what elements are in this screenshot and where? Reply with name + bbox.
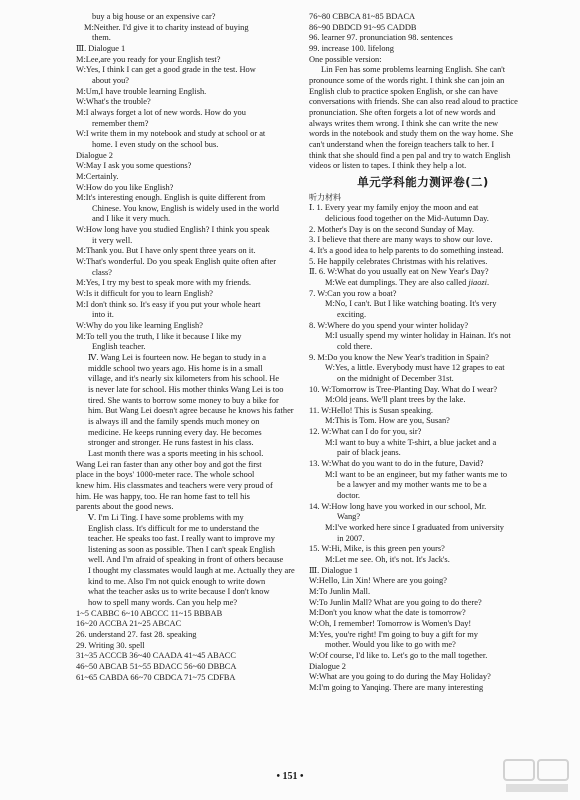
text-line: it very well. bbox=[92, 235, 133, 245]
text-line: 76~80 CBBCA 81~85 BDACA bbox=[309, 12, 416, 21]
text-line: listening as soon as possible. Then I can't speak English bbox=[88, 544, 275, 554]
text-line: exciting. bbox=[337, 309, 367, 319]
text-line: parents about the good news. bbox=[76, 502, 174, 512]
text-line: M:This is Tom. How are you, Susan? bbox=[325, 416, 450, 426]
text-line: M:No, I can't. But I like watching boating. It's very bbox=[325, 299, 497, 309]
text-line: Ⅴ. I'm Li Ting. I have some problems with my bbox=[88, 512, 244, 522]
text-line: middle school two years ago. His home is in a small bbox=[88, 363, 263, 373]
text-line: place in the boys' 1000-meter race. The whole school bbox=[76, 470, 255, 480]
text-line: M:I've worked here since I graduated from university bbox=[325, 523, 504, 533]
right-column bbox=[309, 12, 537, 694]
text-line: Ⅱ. 6. W:What do you usually eat on New Year's Day? bbox=[309, 267, 489, 277]
text-line: Chinese. You know, English is widely used in the world bbox=[92, 203, 279, 213]
text-line: Last month there was a sports meeting in his school. bbox=[88, 448, 264, 458]
listening-transcript bbox=[309, 203, 537, 693]
text-line: 29. Writing 30. spell bbox=[76, 640, 145, 650]
text-line: Ⅲ. Dialogue 1 bbox=[76, 43, 126, 53]
text-line: medicine. He keeps running every day. He becomes bbox=[88, 427, 262, 437]
text-line: is never late for school. His mother thinks Wang Lei is too bbox=[88, 384, 284, 394]
text-line: W:Hello, Lin Xin! Where are you going? bbox=[309, 576, 447, 586]
text-line: 61~65 CABDA 66~70 CBDCA 71~75 CDFBA bbox=[76, 672, 236, 682]
text-line: 86~90 DBDCD 91~95 CADDB bbox=[309, 22, 417, 32]
text-line: M:I usually spend my winter holiday in Hainan. It's not bbox=[325, 331, 511, 341]
text-line: W:What are you going to do during the May Holiday? bbox=[309, 672, 491, 682]
text-line: 4. It's a good idea to help parents to do something instead. bbox=[309, 245, 504, 255]
text-line: One possible version: bbox=[309, 54, 382, 64]
text-line: M:Don't you know what the date is tomorrow? bbox=[309, 608, 466, 618]
text-line: be a lawyer and my mother wants me to be a bbox=[337, 480, 487, 490]
text-line: doctor. bbox=[337, 491, 361, 501]
watermark-logo bbox=[502, 756, 572, 796]
text-line: W:Yes, I think I can get a good grade in the test. How bbox=[76, 65, 256, 75]
text-line: 9. M:Do you know the New Year's tradition in Spain? bbox=[309, 352, 489, 362]
text-line: W:Oh, I remember! Tomorrow is Women's Day! bbox=[309, 618, 472, 628]
text-line: 15. W:Hi, Mike, is this green pen yours? bbox=[309, 544, 445, 554]
text-line: W:Why do you like learning English? bbox=[76, 321, 203, 331]
text-line: W:That's wonderful. Do you speak English quite often after bbox=[76, 257, 277, 267]
text-line: Wang Lei ran faster than any other boy and got the first bbox=[76, 459, 262, 469]
text-line: 3. I believe that there are many ways to show our love. bbox=[309, 235, 493, 245]
text-line: words in the notebook and study them on the way home. She bbox=[309, 129, 514, 139]
text-line: them. bbox=[92, 33, 111, 43]
text-line: 16~20 ACCBA 21~25 ABCAC bbox=[76, 619, 182, 629]
text-line: 13. W:What do you want to do in the future, David? bbox=[309, 459, 484, 469]
text-line: remember them? bbox=[92, 118, 149, 128]
text-line: him. But Wang Lei doesn't agree because he knows his father bbox=[88, 406, 294, 416]
text-line: Dialogue 2 bbox=[309, 661, 346, 671]
text-line: 1~5 CABBC 6~10 ABCCC 11~15 BBBAB bbox=[76, 608, 223, 618]
text-line: M:Neither. I'd give it to charity instead of buying bbox=[84, 22, 249, 32]
italic-term: jiaozi bbox=[468, 277, 487, 287]
text-line: 11. W:Hello! This is Susan speaking. bbox=[309, 405, 433, 415]
text-line: English class. It's difficult for me to understand the bbox=[88, 523, 259, 533]
text-line: Ⅲ. Dialogue 1 bbox=[309, 565, 359, 575]
text-line: W:How long have you studied English? I think you speak bbox=[76, 225, 270, 235]
text-line: M:To tell you the truth, I like it because I like my bbox=[76, 331, 242, 341]
text-line: on the midnight of December 31st. bbox=[337, 373, 454, 383]
text-line: W:How do you like English? bbox=[76, 182, 174, 192]
text-line: is always ill and the family spends much money on bbox=[88, 416, 260, 426]
text-line: M:I want to buy a white T-shirt, a blue jacket and a bbox=[325, 437, 497, 447]
text-line: cold there. bbox=[337, 341, 373, 351]
text-line: 10. W:Tomorrow is Tree-Planting Day. What do I wear? bbox=[309, 384, 498, 394]
text-line: M:Old jeans. We'll plant trees by the lake. bbox=[325, 395, 466, 405]
text-line: pair of black jeans. bbox=[337, 448, 401, 458]
text-line: M:Let me see. Oh, it's not. It's Jack's. bbox=[325, 555, 450, 564]
text-line: tired. She wants to borrow some money to buy a bike for bbox=[88, 395, 279, 405]
text-line: 31~35 ACCCB 36~40 CAADA 41~45 ABACC bbox=[76, 651, 236, 661]
text-line: Ⅳ. Wang Lei is fourteen now. He began to study in a bbox=[88, 353, 266, 362]
text-line: M:Um,I have trouble learning English. bbox=[76, 86, 207, 96]
text-line: stronger and stronger. He runs fastest in his class. bbox=[88, 438, 254, 448]
text-line: 12. W:What can I do for you, sir? bbox=[309, 427, 422, 437]
text-line: W:Of course, I'd like to. Let's go to the mall together. bbox=[309, 650, 488, 660]
text-line: buy a big house or an expensive car? bbox=[92, 12, 216, 21]
text-line: delicious food together on the Mid-Autumn Day. bbox=[325, 214, 489, 223]
text-line: M:Yes, you're right! I'm going to buy a gift for my bbox=[309, 629, 478, 639]
text-line: think that she should find a pen pal and try to watch English bbox=[309, 150, 511, 160]
text-line: 46~50 ABCAB 51~55 BDACC 56~60 DBBCA bbox=[76, 662, 237, 672]
text-line: M:I always forget a lot of new words. How do you bbox=[76, 107, 246, 117]
text-line: W:May I ask you some questions? bbox=[76, 161, 192, 171]
listening-material-heading: 听力材料 bbox=[309, 192, 341, 202]
section-title: 单元学科能力测评卷(二) bbox=[357, 174, 489, 189]
text-line: M:It's interesting enough. English is quite different from bbox=[76, 193, 266, 203]
text-line: 14. W:How long have you worked in our school, Mr. bbox=[309, 501, 487, 511]
text-line: kind to me. Also I'm not quick enough to write down bbox=[88, 576, 266, 586]
text-line: Ⅰ. 1. Every year my family enjoy the moon and eat bbox=[309, 203, 479, 213]
text-line: Lin Fen has some problems learning English. She can't bbox=[321, 65, 506, 75]
text-line: 8. W:Where do you spend your winter holiday? bbox=[309, 320, 469, 330]
text-line: M:Certainly. bbox=[76, 171, 119, 181]
text-line: home. I even study on the school bus. bbox=[92, 139, 219, 149]
text-line: W:To Junlin Mall? What are you going to do there? bbox=[309, 597, 482, 607]
text-line: village, and it's nearly six kilometers from his school. He bbox=[88, 374, 280, 384]
text-line: into it. bbox=[92, 310, 114, 320]
text-line: 2. Mother's Day is on the second Sunday of May. bbox=[309, 224, 474, 234]
page-number: • 151 • bbox=[276, 771, 304, 782]
text-line: well. And I'm afraid of speaking in front of others because bbox=[88, 555, 284, 565]
left-column bbox=[76, 12, 308, 683]
text-line: English teacher. bbox=[92, 342, 146, 352]
text-line: him. He was happy, too. He ran home fast to tell his bbox=[76, 491, 250, 501]
text-line: pronounce some of the words right. I think she can join an bbox=[309, 75, 505, 85]
text-line: and I like it very much. bbox=[92, 214, 171, 224]
text-line: M:To Junlin Mall. bbox=[309, 586, 371, 596]
text-line: W:I write them in my notebook and study at school or at bbox=[76, 129, 266, 139]
text-line: 7. W:Can you row a boat? bbox=[309, 288, 397, 298]
text-line: W:Is it difficult for you to learn English? bbox=[76, 289, 213, 299]
text-line: 5. He happily celebrates Christmas with his relatives. bbox=[309, 256, 488, 266]
text-line: knew him. His classmates and teachers were very proud of bbox=[76, 480, 273, 490]
text-line: M:I'm going to Yanqing. There are many interesting bbox=[309, 682, 484, 692]
text-line: 96. learner 97. pronunciation 98. sentences bbox=[309, 33, 453, 43]
text-line: can't understand when the foreign teachers talk to her. I bbox=[309, 139, 495, 149]
text-line: W:What's the trouble? bbox=[76, 97, 151, 107]
text-line: Dialogue 2 bbox=[76, 150, 113, 160]
text-line: M:Thank you. But I have only spent three years on it. bbox=[76, 246, 256, 256]
text-line: class? bbox=[92, 267, 112, 277]
answer-key-and-essay bbox=[309, 12, 537, 172]
text-line: English club to practice spoken English, or she can have bbox=[309, 86, 498, 96]
text-line: W:Yes, a little. Everybody must have 12 grapes to eat bbox=[325, 363, 505, 373]
text-line: conversations with friends. She can also read aloud to practice bbox=[309, 97, 518, 107]
text-line: what the teacher asks us to write because I don't know bbox=[88, 587, 270, 597]
text-line: M:I don't think so. It's easy if you put your whole heart bbox=[76, 299, 261, 309]
text-line: 99. increase 100. lifelong bbox=[309, 43, 394, 53]
text-line: always writes them wrong. I think she can write the new bbox=[309, 118, 499, 128]
text-line: mother. Would you like to go with me? bbox=[325, 640, 456, 650]
text-line: M:I want to be an engineer, but my father wants me to bbox=[325, 469, 508, 479]
text-line: M:Yes, I try my best to speak more with my friends. bbox=[76, 278, 252, 288]
text-line: in 2007. bbox=[337, 533, 365, 543]
text-line: pronunciation. She often forgets a lot of new words and bbox=[309, 107, 496, 117]
text-line: videos or listen to tapes. I think they help a lot. bbox=[309, 161, 467, 171]
text-line: about you? bbox=[92, 75, 129, 85]
text-line: M:Lee,are you ready for your English test? bbox=[76, 54, 221, 64]
text-line: M:We eat dumplings. They are also called jiaozi. bbox=[325, 277, 490, 287]
text-line: teacher. He speaks too fast. I really want to improve my bbox=[88, 534, 275, 544]
text-line: 26. understand 27. fast 28. speaking bbox=[76, 630, 197, 640]
text-line: Wang? bbox=[337, 512, 361, 522]
text-line: I thought my classmates would laugh at me. Actually they are bbox=[88, 566, 295, 576]
text-line: how to spell many words. Can you help me? bbox=[88, 598, 238, 608]
